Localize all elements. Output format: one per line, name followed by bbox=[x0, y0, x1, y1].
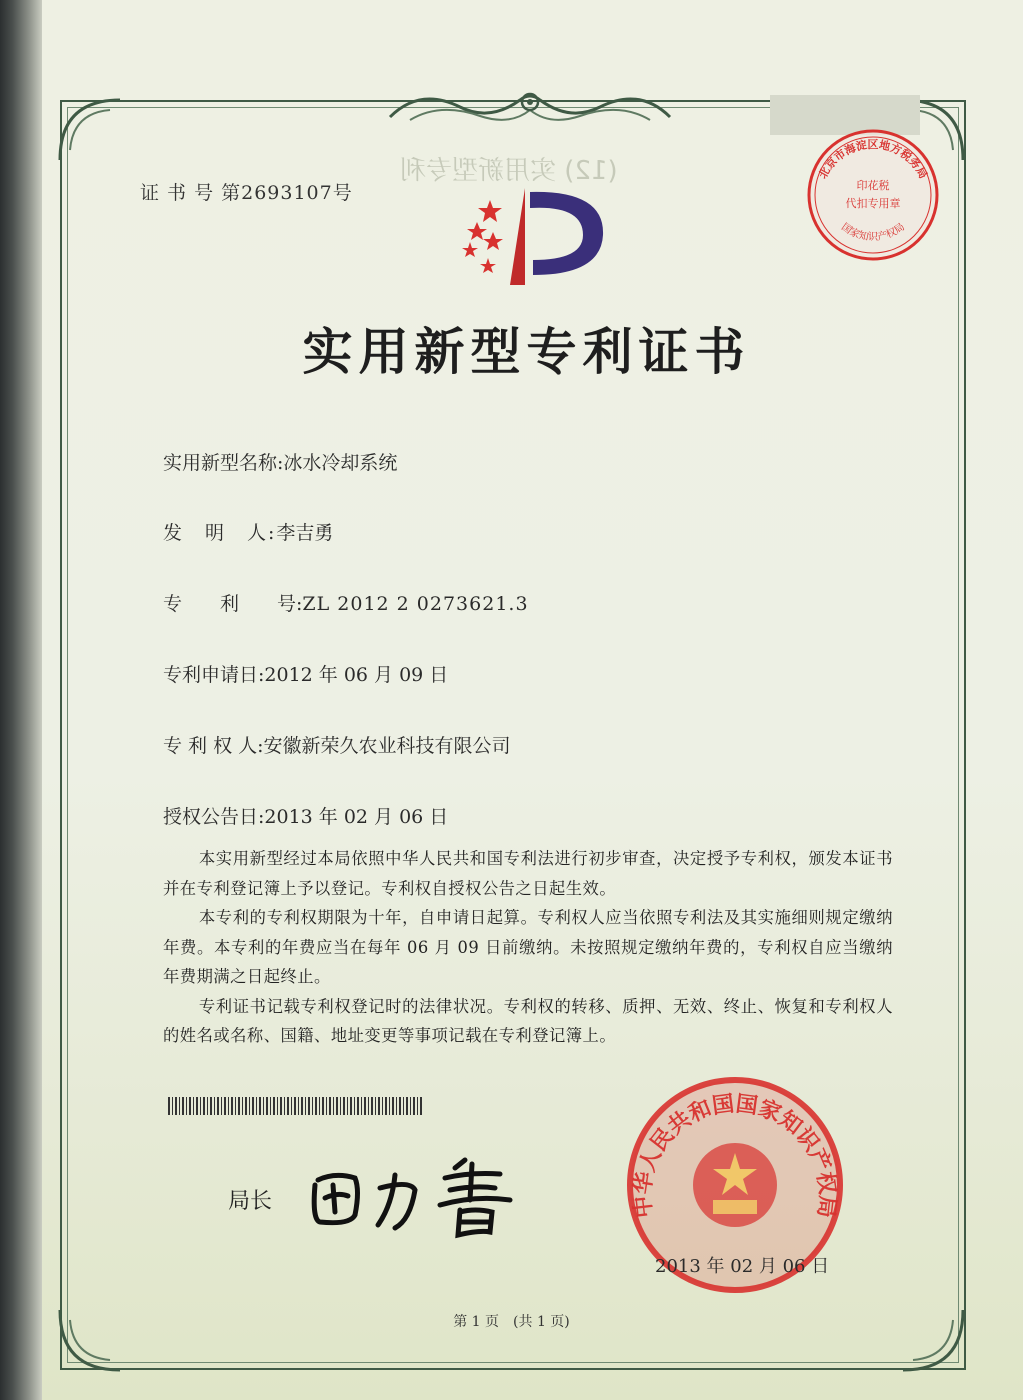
barcode bbox=[168, 1097, 423, 1115]
field-label: 专利申请日: bbox=[163, 664, 265, 686]
field-value: 2012 年 06 月 09 日 bbox=[264, 664, 449, 686]
field-label: 专 利 权 人: bbox=[163, 735, 264, 757]
field-grant-date bbox=[163, 802, 448, 829]
seal-main-text: 中华人民共和国国家知识产权局 bbox=[630, 1091, 840, 1220]
certificate-number: 证 书 号 第2693107号 bbox=[140, 182, 353, 204]
show-through-text: (12) 实用新型专利 bbox=[400, 156, 618, 186]
page-footer: 第 1 页 (共 1 页) bbox=[453, 1314, 570, 1330]
binding-strip bbox=[0, 0, 42, 1400]
field-patentee bbox=[163, 731, 511, 758]
top-ornament-icon bbox=[380, 82, 680, 132]
seal-date: 2013 年 02 月 06 日 bbox=[655, 1256, 830, 1277]
field-application-date bbox=[163, 660, 448, 687]
field-label: 发 明 人: bbox=[163, 522, 277, 544]
field-inventor bbox=[163, 518, 333, 545]
tax-seal-inner-1: 印花税 bbox=[856, 179, 890, 192]
body-paragraph: 专利证书记载专利权登记时的法律状况。专利权的转移、质押、无效、终止、恢复和专利权人的姓名或名称、国籍、地址变更等事项记载在专利登记簿上。 bbox=[163, 996, 893, 1045]
field-patent-number bbox=[163, 589, 529, 616]
body-paragraph: 本专利的专利权期限为十年，自申请日起算。专利权人应当依照专利法及其实施细则规定缴纳年费。本专利的年费应当在每年 06 月 09 日前缴纳。未按照规定缴纳年费的，专利权自应当缴纳年费期满之日起终止。 bbox=[163, 908, 893, 986]
field-label: 授权公告日: bbox=[163, 806, 265, 828]
director-label: 局长 bbox=[228, 1189, 273, 1214]
tax-seal-text: 北京市海淀区地方税务局 bbox=[816, 138, 930, 181]
certificate-title: 实用新型专利证书 bbox=[302, 323, 751, 381]
cnipa-logo-icon bbox=[455, 180, 615, 290]
tax-seal-icon bbox=[803, 125, 943, 265]
field-value: 2013 年 02 月 06 日 bbox=[264, 806, 449, 828]
certificate-body bbox=[163, 844, 893, 1051]
field-value: 冰水冷却系统 bbox=[283, 452, 398, 474]
field-value: 安徽新荣久农业科技有限公司 bbox=[263, 735, 511, 757]
director-signature bbox=[300, 1150, 530, 1240]
field-value: 李吉勇 bbox=[276, 522, 334, 544]
field-value: ZL 2012 2 0273621.3 bbox=[302, 593, 529, 615]
tax-seal-inner-2: 代扣专用章 bbox=[845, 197, 901, 210]
field-label: 专 利 号: bbox=[163, 593, 303, 615]
field-label: 实用新型名称: bbox=[163, 452, 284, 474]
body-paragraph: 本实用新型经过本局依照中华人民共和国专利法进行初步审查，决定授予专利权，颁发本证书并在专利登记簿上予以登记。专利权自授权公告之日起生效。 bbox=[163, 849, 893, 898]
tax-seal-bottom-text: 国家知识产权局 bbox=[839, 221, 907, 244]
corner-ornament-icon bbox=[55, 95, 125, 165]
field-model-name bbox=[163, 448, 397, 475]
